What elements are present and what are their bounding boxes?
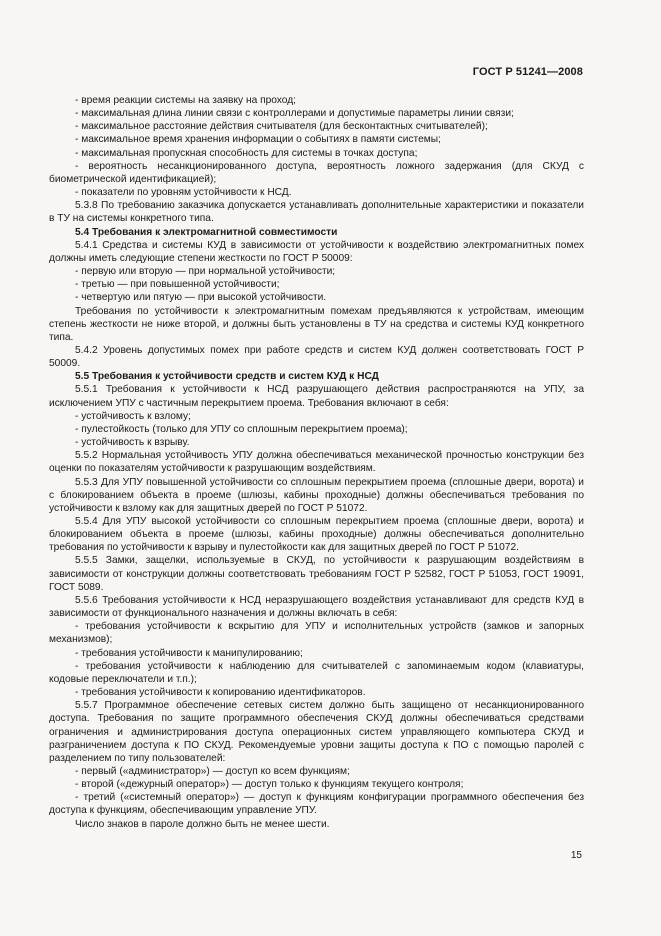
list-item: - требования устойчивости к вскрытию для УПУ и исполнительных устройств (замков и запорных механизмов);	[49, 621, 584, 646]
list-item: - максимальное время хранения информации о событиях в памяти системы;	[75, 134, 441, 146]
list-item: - первую или вторую — при нормальной устойчивости;	[75, 266, 336, 278]
paragraph: 5.4.1 Средства и системы КУД в зависимости от устойчивости к воздействию электромагнитных помех должны иметь следующие степени жесткости по ГОСТ Р 50009:	[49, 239, 584, 264]
list-item: - четвертую или пятую — при высокой устойчивости.	[75, 292, 327, 304]
list-item: - третий («системный оператор») — доступ к функциям конфигурации программного обеспечения без доступа к функциям, обеспечивающим управление УПУ.	[49, 792, 584, 817]
list-item: - показатели по уровням устойчивости к НСД.	[75, 187, 292, 199]
list-item: - пулестойкость (только для УПУ со сплошным перекрытием проема);	[75, 423, 408, 435]
list-item: - время реакции системы на заявку на проход;	[75, 95, 297, 106]
document-code-header: ГОСТ Р 51241—2008	[472, 66, 583, 78]
list-item: - вероятность несанкционированного доступа, вероятность ложного задержания (для СКУД с биометрической идентификацией);	[49, 160, 584, 185]
paragraph: Число знаков в пароле должно быть не менее шести.	[75, 818, 330, 830]
list-item: - требования устойчивости к наблюдению для считывателей с запоминаемым кодом (клавиатуры, кодовые переключатели и т.п.);	[49, 660, 584, 685]
paragraph: 5.4.2 Уровень допустимых помех при работе средств и систем КУД должен соответствовать ГОСТ Р 50009.	[49, 344, 584, 370]
list-item: - максимальное расстояние действия считывателя (для бесконтактных считывателей);	[75, 121, 488, 133]
paragraph: 5.3.8 По требованию заказчика допускается устанавливать дополнительные характеристики и показатели в ТУ на системы конкретного типа.	[49, 200, 584, 225]
list-item: - второй («дежурный оператор») — доступ только к функциям текущего контроля;	[75, 779, 464, 791]
page-number: 15	[570, 850, 582, 861]
paragraph: 5.5.6 Требования устойчивости к НСД неразрушающего воздействия устанавливают для средств КУД в зависимости от функционального назначения и должны включать в себя:	[49, 594, 584, 620]
list-item: - устойчивость к взрыву.	[75, 437, 190, 449]
list-item: - требования устойчивости к манипулированию;	[75, 647, 303, 659]
paragraph: 5.5.7 Программное обеспечение сетевых систем должно быть защищено от несанкционированного доступа. Требования по защите программного обеспечения СКУД должны обеспечиваться средствами ограничения и администрирования доступа операционных систем управляющего компьютера СКУД и разграничением доступа к ПО СКУД. Рекомендуемые уровни защиты доступа к ПО с помощью паролей с разделением по типу пользователей:	[49, 700, 584, 764]
paragraph: 5.5.3 Для УПУ повышенной устойчивости со сплошным перекрытием проема (сплошные двери, ворота) и с блокированием объекта в проеме (шлюзы, кабины проходные) должны обеспечиваться требования по устойчивости к взлому как для защитных дверей по ГОСТ Р 51072.	[49, 476, 584, 514]
list-item: - максимальная пропускная способность для системы в точках доступа;	[75, 147, 418, 159]
list-item: - максимальная длина линии связи с контроллерами и допустимые параметры линии связи;	[75, 108, 514, 120]
document-body	[49, 94, 584, 831]
section-heading: 5.5 Требования к устойчивости средств и систем КУД к НСД	[75, 371, 379, 383]
paragraph: 5.5.2 Нормальная устойчивость УПУ должна обеспечиваться механической прочностью конструкции без оценки по показателям устойчивости к разрушающим воздействиям.	[49, 450, 584, 475]
paragraph: 5.5.4 Для УПУ высокой устойчивости со сплошным перекрытием проема (сплошные двери, ворота) и блокированием объекта в проеме (шлюзы, кабины проходные) должны обеспечиваться дополнительно требования по устойчивости к взрыву и пулестойкости как для защитных дверей по ГОСТ Р 51072.	[49, 516, 584, 554]
paragraph: 5.5.5 Замки, защелки, используемые в СКУД, по устойчивости к разрушающим воздействиям в зависимости от конструкции должны соответствовать требованиям ГОСТ Р 52582, ГОСТ Р 51053, ГОСТ 19091, ГОСТ 5089.	[49, 555, 584, 593]
paragraph: 5.5.1 Требования к устойчивости к НСД разрушающего действия распространяются на УПУ, за исключением УПУ с частичным перекрытием проема. Требования включают в себя:	[49, 384, 584, 409]
section-heading: 5.4 Требования к электромагнитной совместимости	[75, 226, 338, 238]
list-item: - требования устойчивости к копированию идентификаторов.	[75, 687, 366, 699]
list-item: - первый («администратор») — доступ ко всем функциям;	[75, 765, 350, 777]
list-item: - третью — при повышенной устойчивости;	[75, 279, 280, 291]
paragraph: Требования по устойчивости к электромагнитным помехам предъявляются к устройствам, имеющим степень жесткости не ниже второй, и должны быть установлены в ТУ на средства и системы КУД конкретного типа.	[49, 305, 584, 343]
list-item: - устойчивость к взлому;	[75, 410, 191, 422]
